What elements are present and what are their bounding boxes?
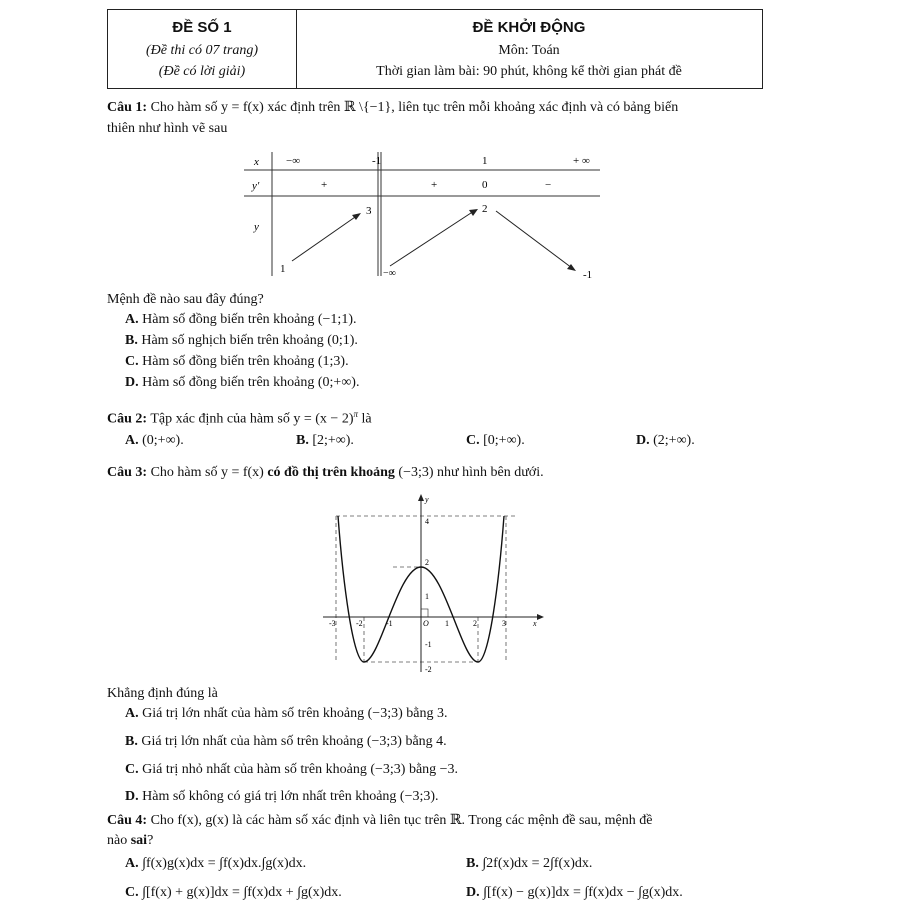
q1-option-d[interactable]: D. Hàm số đồng biến trên khoảng (0;+∞). xyxy=(125,375,360,390)
question-3-label: Câu 3: xyxy=(107,465,148,480)
q1-option-b[interactable]: B. Hàm số nghịch biến trên khoảng (0;1). xyxy=(125,333,358,348)
question-3-text-a: Cho hàm số y = f(x) xyxy=(150,465,264,480)
q3-option-a[interactable]: A. Giá trị lớn nhất của hàm số trên khoảng (−3;3) bằng 3. xyxy=(125,706,448,721)
q2-option-d[interactable]: D. (2;+∞). xyxy=(636,433,695,448)
exam-number: ĐỀ SỐ 1 xyxy=(172,19,232,36)
function-graph xyxy=(318,492,548,677)
y-val-1: 1 xyxy=(280,263,286,275)
y-tick-neg2: -2 xyxy=(425,665,432,674)
yp-sign-3: − xyxy=(545,179,552,191)
question-2-text: Tập xác định của hàm số y = (x − 2) xyxy=(150,411,354,427)
y-axis-label: y xyxy=(425,495,429,504)
x-tick-2: 2 xyxy=(473,619,477,628)
subject: Môn: Toán xyxy=(498,43,560,58)
yp-sign-2: + xyxy=(431,179,438,191)
y-val-2: 2 xyxy=(482,203,488,215)
y-val-3: 3 xyxy=(366,205,372,217)
q4-option-b[interactable]: B. ∫2f(x)dx = 2∫f(x)dx. xyxy=(466,856,593,871)
question-4-sai: sai xyxy=(130,833,148,848)
x-val-one: 1 xyxy=(482,155,488,167)
question-2-label: Câu 2: xyxy=(107,411,148,427)
q1-option-c[interactable]: C. Hàm số đồng biến trên khoảng (1;3). xyxy=(125,354,349,369)
question-4 xyxy=(107,811,772,831)
question-1 xyxy=(107,98,772,118)
row-label-yprime: y′ xyxy=(252,180,260,192)
x-tick-neg3: -3 xyxy=(329,619,336,628)
question-4-text-cont: nào sai? xyxy=(107,833,154,848)
question-3-text-b: có đồ thị trên khoảng xyxy=(267,465,395,480)
x-tick-neg1: -1 xyxy=(386,619,393,628)
x-tick-1: 1 xyxy=(445,619,449,628)
row-label-x: x xyxy=(254,156,259,168)
y-tick-2: 2 xyxy=(425,558,429,567)
arrow-decrease xyxy=(496,211,572,268)
question-4-text: Cho f(x), g(x) là các hàm số xác định và liên tục trên ℝ. Trong các mệnh đề sau, mệnh đề xyxy=(150,813,653,828)
yp-sign-1: + xyxy=(321,179,328,191)
exam-time: Thời gian làm bài: 90 phút, không kể thời gian phát đề xyxy=(376,64,682,79)
exam-title: ĐỀ KHỞI ĐỘNG xyxy=(472,19,586,36)
q1-option-a[interactable]: A. Hàm số đồng biến trên khoảng (−1;1). xyxy=(125,312,357,327)
question-3-prompt: Khẳng định đúng là xyxy=(107,686,218,701)
y-val-minus-1: -1 xyxy=(583,269,593,281)
x-tick-3: 3 xyxy=(502,619,506,628)
pages-note: (Đề thi có 07 trang) xyxy=(146,43,258,58)
question-2-tail: là xyxy=(361,411,372,427)
y-tick-1: 1 xyxy=(425,592,429,601)
question-3 xyxy=(107,463,772,483)
x-tick-neg2: -2 xyxy=(356,619,363,628)
q3-option-d[interactable]: D. Hàm số không có giá trị lớn nhất trên khoảng (−3;3). xyxy=(125,789,439,804)
row-label-y: y xyxy=(254,221,259,233)
q2-option-a[interactable]: A. (0;+∞). xyxy=(125,433,184,448)
solution-note: (Đề có lời giải) xyxy=(158,64,246,79)
arrow-increase-1 xyxy=(292,215,358,261)
q4-option-c[interactable]: C. ∫[f(x) + g(x)]dx = ∫f(x)dx + ∫g(x)dx. xyxy=(125,885,342,900)
q4-option-d[interactable]: D. ∫[f(x) − g(x)]dx = ∫f(x)dx − ∫g(x)dx. xyxy=(466,885,683,900)
question-1-label: Câu 1: xyxy=(107,100,148,115)
x-val-pos-inf: + ∞ xyxy=(573,155,590,167)
question-2 xyxy=(107,404,772,430)
x-axis-label: x xyxy=(533,619,537,628)
q4-option-a[interactable]: A. ∫f(x)g(x)dx = ∫f(x)dx.∫g(x)dx. xyxy=(125,856,307,871)
question-3-text-c: (−3;3) như hình bên dưới. xyxy=(398,465,544,480)
question-1-text-cont: thiên như hình vẽ sau xyxy=(107,121,228,136)
question-4-label: Câu 4: xyxy=(107,813,148,828)
yp-zero: 0 xyxy=(482,179,488,191)
q3-option-b[interactable]: B. Giá trị lớn nhất của hàm số trên khoảng (−3;3) bằng 4. xyxy=(125,734,447,749)
y-tick-neg1: -1 xyxy=(425,640,432,649)
y-tick-4: 4 xyxy=(425,517,429,526)
q2-option-c[interactable]: C. [0;+∞). xyxy=(466,433,525,448)
x-val-neg-inf: −∞ xyxy=(286,155,301,167)
arrow-increase-2 xyxy=(390,211,474,266)
exam-header xyxy=(107,9,763,89)
question-2-exponent: π xyxy=(353,409,359,419)
variation-table xyxy=(240,148,605,283)
x-val-minus-one: -1 xyxy=(372,155,382,167)
q2-option-b[interactable]: B. [2;+∞). xyxy=(296,433,354,448)
question-1-prompt: Mệnh đề nào sau đây đúng? xyxy=(107,292,264,307)
origin-label: O xyxy=(423,619,429,628)
question-1-text: Cho hàm số y = f(x) xác định trên ℝ \{−1}, liên tục trên mỗi khoảng xác định và có bảng biến xyxy=(150,100,679,115)
y-val-neg-inf: −∞ xyxy=(383,268,396,279)
q3-option-c[interactable]: C. Giá trị nhỏ nhất của hàm số trên khoảng (−3;3) bằng −3. xyxy=(125,762,459,777)
